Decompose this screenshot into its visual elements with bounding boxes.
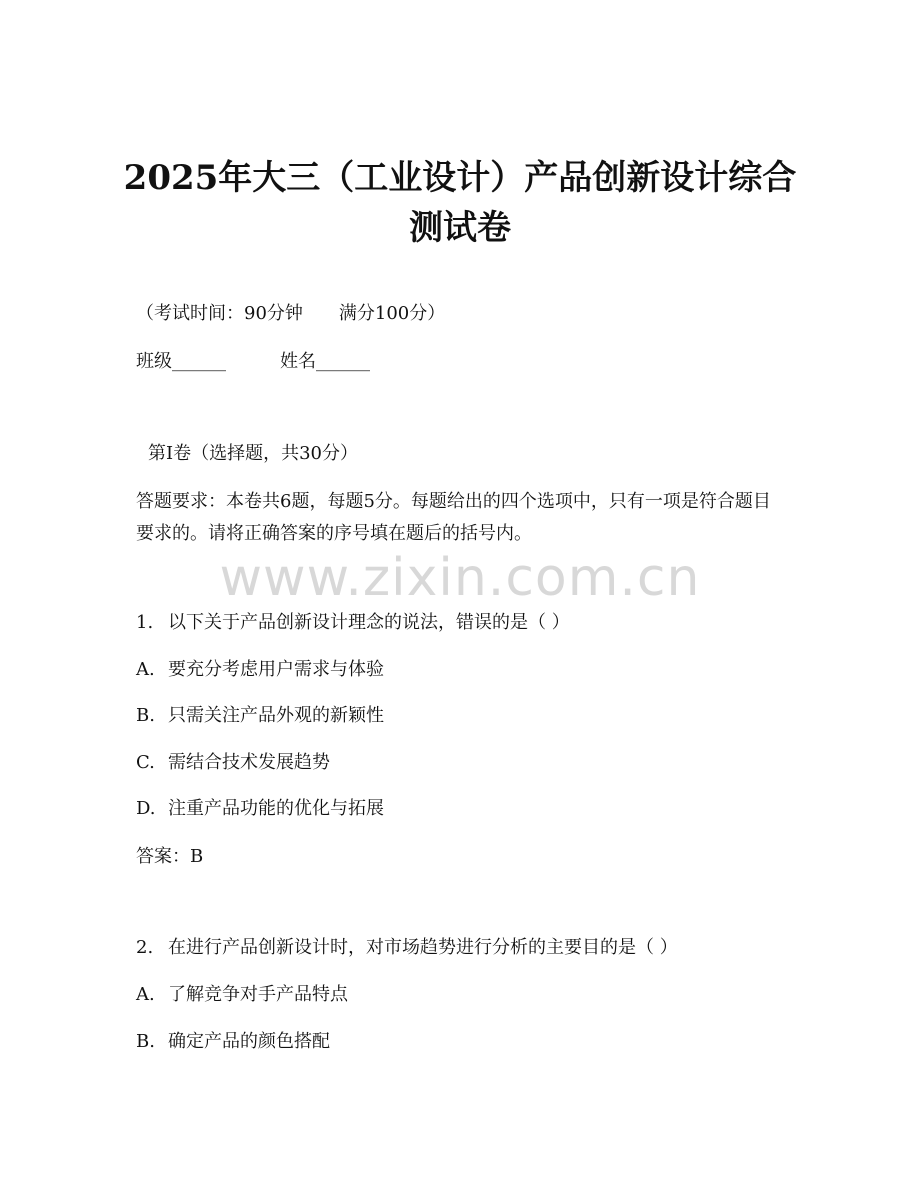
option-label: B. xyxy=(136,705,155,726)
title-line-1: 2025年大三（工业设计）产品创新设计综合 xyxy=(123,158,797,198)
question-stem xyxy=(136,611,570,635)
option-b xyxy=(136,1030,330,1054)
option-label: B. xyxy=(136,1031,155,1052)
option-text: 只需关注产品外观的新颖性 xyxy=(168,705,384,726)
option-text: 了解竞争对手产品特点 xyxy=(168,984,348,1005)
answer: 答案：B xyxy=(136,846,204,867)
question-text: 以下关于产品创新设计理念的说法，错误的是（ ） xyxy=(168,612,570,633)
student-info xyxy=(136,350,370,374)
option-text: 确定产品的颜色搭配 xyxy=(168,1031,330,1052)
class-field: 班级______ xyxy=(136,351,226,372)
option-text: 需结合技术发展趋势 xyxy=(168,752,330,773)
option-c xyxy=(136,751,330,775)
question-stem xyxy=(136,936,678,960)
option-label: A. xyxy=(136,984,155,1005)
page-title xyxy=(0,153,920,253)
option-text: 要充分考虑用户需求与体验 xyxy=(168,659,384,680)
section-title: 第Ⅰ卷（选择题，共30分） xyxy=(148,443,359,464)
option-a xyxy=(136,658,384,682)
option-a xyxy=(136,983,348,1007)
option-text: 注重产品功能的优化与拓展 xyxy=(168,798,384,819)
question-number: 1. xyxy=(136,612,154,633)
exam-info xyxy=(136,302,445,326)
question-number: 2. xyxy=(136,937,154,958)
option-b xyxy=(136,704,384,728)
exam-time: （考试时间：90分钟 xyxy=(136,303,303,324)
option-label: C. xyxy=(136,752,155,773)
question-text: 在进行产品创新设计时，对市场趋势进行分析的主要目的是（ ） xyxy=(168,937,678,958)
name-field: 姓名______ xyxy=(280,351,370,372)
option-d xyxy=(136,797,384,821)
title-line-2: 测试卷 xyxy=(409,208,511,248)
option-label: D. xyxy=(136,798,156,819)
watermark: www.zixin.com.cn xyxy=(219,548,701,608)
full-score: 满分100分） xyxy=(338,303,446,324)
option-label: A. xyxy=(136,659,155,680)
instructions: 答题要求：本卷共6题，每题5分。每题给出的四个选项中，只有一项是符合题目要求的。请将正确答案的序号填在题后的括号内。 xyxy=(136,491,771,544)
